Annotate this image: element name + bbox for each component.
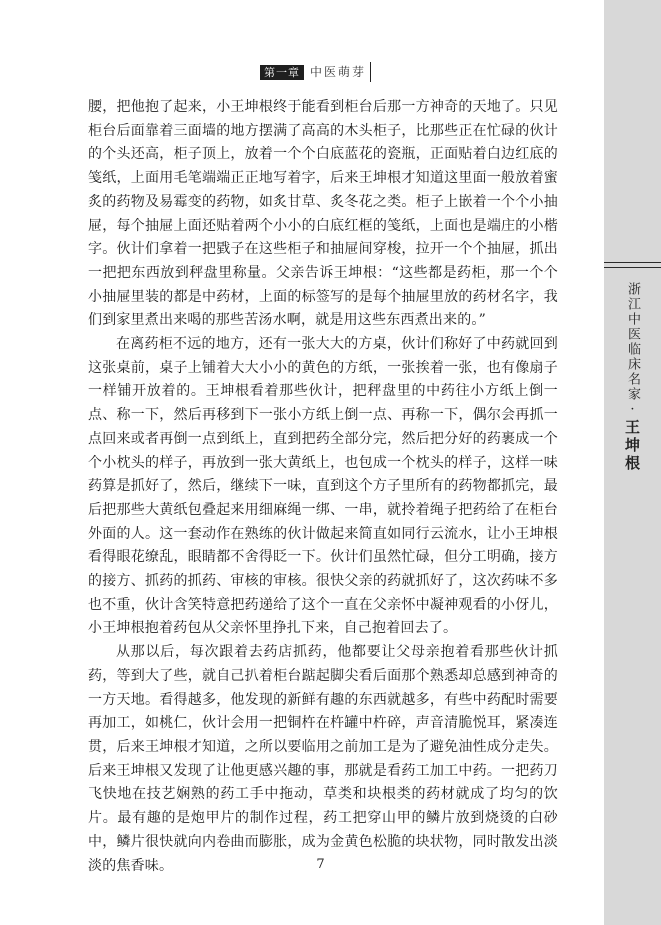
body-text — [88, 96, 558, 878]
chapter-label: 第一章 — [260, 65, 304, 80]
paragraph: 在离药柜不远的地方，还有一张大大的方桌，伙计们称好了中药就回到这张桌前，桌子上铺着大大小小的黄色的方纸，一张挨着一张，也有像扇子一样铺开放着的。王坤根看着那些伙计，把秤盘里的中药往小方纸上倒一点、称一下，然后再移到下一张小方纸上倒一点、再称一下，偶尔会再抓一点回来或者再倒一点到纸上，直到把药全部分完，然后把分好的药裹成一个个小枕头的样子，再放到一张大黄纸上，也包成一个枕头的样子，这样一味药算是抓好了，然后，继续下一味，直到这个方子里所有的药物都抓完，最后把那些大黄纸包叠起来用细麻绳一绑、一串，就拎着绳子把药给了在柜台外面的人。这一套动作在熟练的伙计做起来简直如同行云流水，让小王坤根看得眼花缭乱，眼睛都不舍得眨一下。伙计们虽然忙碌，但分工明确，接方的接方、抓药的抓药、审核的审核。很快父亲的药就抓好了，这次药味不多也不重，伙计含笑特意把药递给了这个一直在父亲怀中凝神观看的小伢儿，小王坤根抱着药包从父亲怀里挣扎下来，自己抱着回去了。 — [88, 336, 558, 637]
series-title: 浙江中医临床名家 — [625, 282, 640, 402]
side-rule-top — [604, 262, 661, 263]
side-title — [604, 282, 661, 473]
paragraph-continuation: 腰，把他抱了起来，小王坤根终于能看到柜台后那一方神奇的天地了。只见柜台后面靠着三面墙的地方摆满了高高的木头柜子，比那些正在忙碌的伙计的个头还高，柜子顶上，放着一个个白底蓝花的瓷瓶，正面贴着白边红底的笺纸，上面用毛笔端端正正地写着字，后来王坤根才知道这里面一般放着蜜炙的药物及易霉变的药物，如炙甘草、炙冬花之类。柜子上嵌着一个个小抽屉，每个抽屉上面还贴着两个小小的白底红框的笺纸，上面也是端庄的小楷字。伙计们拿着一把戥子在这些柜子和抽屉间穿梭，拉开一个个抽屉，抓出一把把东西放到秤盘里称量。父亲告诉王坤根：“这些都是药柜，那一个个小抽屉里装的都是中药材，上面的标签写的是每个抽屉里放的药材名字，我们到家里煮出来喝的那些苦汤水啊，就是用这些东西煮出来的。” — [88, 99, 558, 329]
page-number: 7 — [316, 857, 325, 872]
title-separator: · — [625, 402, 640, 419]
chapter-title: 中医萌芽 — [310, 65, 367, 79]
paragraph: 从那以后，每次跟着去药店抓药，他都要让父母亲抱着看那些伙计抓药，等到大了些，就自己扒着柜台踮起脚尖看后面那个熟悉却总感到神奇的一方天地。看得越多，他发现的新鲜有趣的东西就越多，有些中药配时需要再加工，如桃仁，伙计会用一把铜杵在杵罐中杵碎，声音清脆悦耳，紧凑连贯，后来王坤根才知道，之所以要临用之前加工是为了避免油性成分走失。后来王坤根又发现了让他更感兴趣的事，那就是看药工加工中药。一把药刀飞快地在技艺娴熟的药工手中拖动，草类和块根类的药材就成了均匀的饮片。最有趣的是炮甲片的制作过程，药工把穿山甲的鳞片放到烧烫的白砂中，鳞片很快就向内卷曲而膨胀，成为金黄色松脆的块状物，同时散发出淡淡的焦香味。 — [88, 644, 558, 874]
side-tab — [604, 0, 661, 925]
header-divider — [370, 62, 371, 82]
person-name: 王坤根 — [623, 419, 641, 473]
running-header — [0, 62, 604, 84]
side-rule-bottom — [604, 267, 661, 268]
